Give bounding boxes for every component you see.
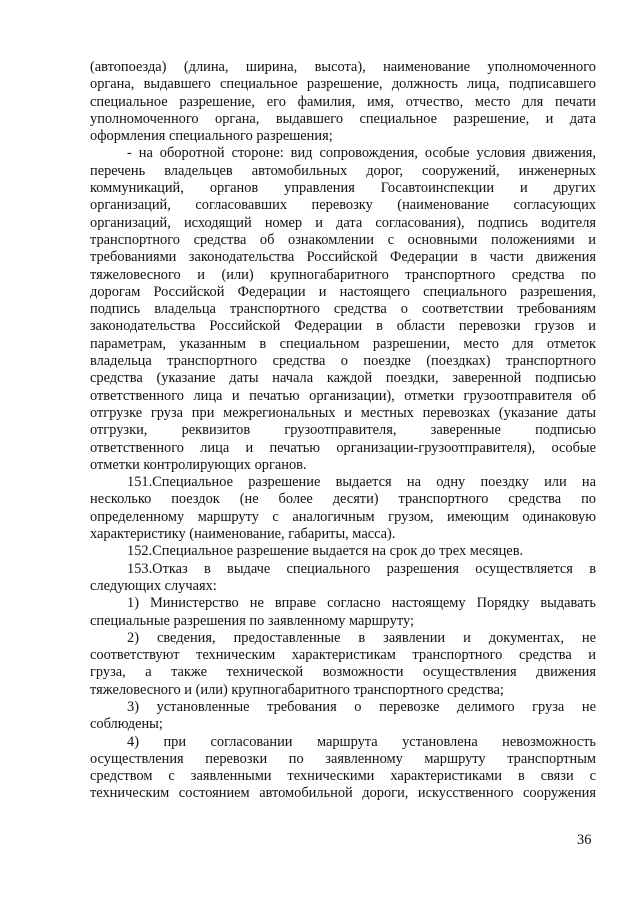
text-line: владельца транспортного средства о поездке (поездках) транспортного [90,353,596,370]
text-line: соответствуют техническим характеристикам транспортного средства и [90,647,596,664]
text-line: подпись владельца транспортного средства о соответствии требованиям [90,301,596,318]
text-line: органа, выдавшего специальное разрешение, должность лица, подписавшего [90,76,596,93]
text-line: тяжеловесного и (или) крупногабаритного транспортного средства по [90,266,596,283]
text-line: средства (указание даты начала каждой поездки, заверенной подписью [90,370,596,387]
text-line: соблюдены; [90,716,163,733]
text-line: организаций, согласовавших перевозку (наименование согласующих [90,197,596,214]
text-line: 3) установленные требования о перевозке делимого груза не [127,698,596,715]
text-line: перечень владельцев автомобильных дорог, сооружений, инженерных [90,162,596,179]
text-line: осуществления перевозки по заявленному маршруту транспортным [90,750,596,767]
text-line: несколько поездок (не более десяти) транспортного средства по [90,491,596,508]
text-line: ответственного лица и печатью организации), отметки грузоотправителя об [90,387,596,404]
text-line: 152.Специальное разрешение выдается на срок до трех месяцев. [127,543,524,560]
text-line: 151.Специальное разрешение выдается на одну поездку или на [127,474,596,491]
text-line: параметрам, указанным в специальном разрешении, место для отметок [90,335,596,352]
text-line: определенному маршруту с аналогичным грузом, имеющим одинаковую [90,508,596,525]
text-line: транспортного средства об ознакомлении с основными положениями и [90,231,596,248]
text-line: специальное разрешение, его фамилия, имя, отчество, место для печати [90,93,596,110]
text-line: 2) сведения, предоставленные в заявлении и документах, не [127,629,596,646]
text-line: отгрузке груза при межрегиональных и местных перевозках (указание даты [90,404,596,421]
text-line: коммуникаций, органов управления Госавтоинспекции и других [90,180,596,197]
text-line: техническим состоянием автомобильной дороги, искусственного сооружения [90,785,596,802]
text-line: следующих случаях: [90,577,217,594]
text-line: груза, а также технической возможности осуществления движения [90,664,596,681]
text-line: 1) Министерство не вправе согласно настоящему Порядку выдавать [127,595,596,612]
text-line: законодательства Российской Федерации в области перевозки грузов и [90,318,596,335]
text-line: отгрузки, реквизитов грузоотправителя, заверенные подписью [90,422,596,439]
text-line: уполномоченного органа, выдавшего специальное разрешение, и дата [90,110,596,127]
text-line: 153.Отказ в выдаче специального разрешения осуществляется в [127,560,596,577]
text-line: оформления специального разрешения; [90,128,333,145]
text-line: средством с заявленными техническими характеристиками в связи с [90,768,596,785]
text-line: специальные разрешения по заявленному маршруту; [90,612,414,629]
text-line: ответственного лица и печатью организации-грузоотправителя), особые [90,439,596,456]
text-line: требованиями законодательства Российской Федерации в части движения [90,249,596,266]
page-number: 36 [577,832,592,848]
text-line: (автопоезда) (длина, ширина, высота), наименование уполномоченного [90,59,596,75]
text-line: 4) при согласовании маршрута установлена невозможность [127,733,596,750]
text-line: отметки контролирующих органов. [90,456,307,473]
text-line: дорогам Российской Федерации и настоящего специального разрешения, [90,283,596,300]
document-body [90,59,596,803]
text-line: тяжеловесного и (или) крупногабаритного транспортного средства; [90,681,504,698]
text-line: характеристику (наименование, габариты, масса). [90,526,396,543]
text-line: - на оборотной стороне: вид сопровождения, особые условия движения, [127,145,596,162]
text-line: организаций, исходящий номер и дата согласования), подпись водителя [90,214,596,231]
